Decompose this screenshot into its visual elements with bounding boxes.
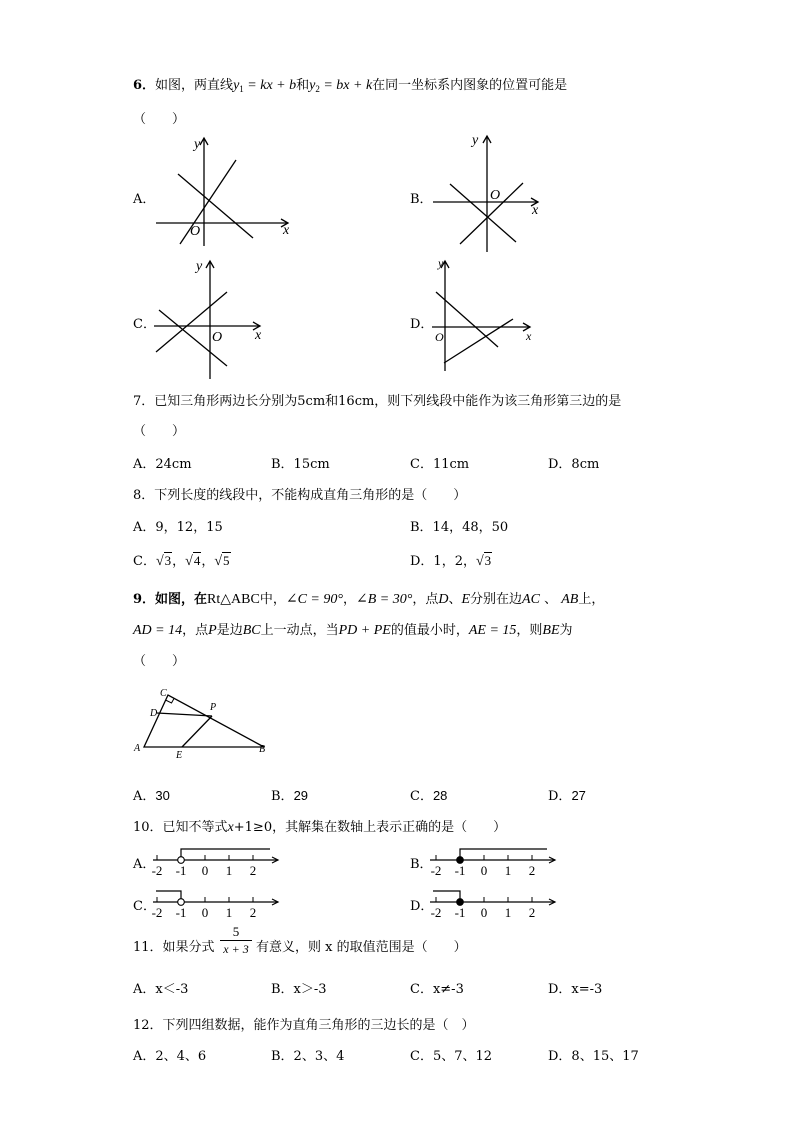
q11-option-a[interactable]: A．x＜-3	[133, 982, 189, 997]
solution-ray	[181, 849, 270, 860]
q11-stem-a: 11．如果分式	[133, 940, 215, 955]
q7-paren: （ ）	[133, 424, 186, 439]
number-line-tick-label: 0	[480, 863, 488, 877]
hollow-point	[178, 857, 185, 864]
q9-point-d: D	[150, 708, 158, 719]
sqrt-sign: √	[185, 554, 193, 569]
q11-option-b[interactable]: B．x＞-3	[271, 982, 327, 997]
q7-option-d[interactable]: D．8cm	[548, 457, 600, 472]
q10-option-b-label[interactable]: B．	[410, 857, 433, 872]
fraction-bar	[220, 940, 252, 941]
sqrt-sign: √	[475, 554, 484, 569]
number-line-tick-label: 0	[201, 863, 209, 877]
number-line-tick-label: -1	[175, 863, 187, 877]
q9-triangle-figure	[130, 684, 280, 764]
q7-option-a[interactable]: A．24cm	[133, 457, 192, 472]
q6-graph-a[interactable]	[150, 130, 300, 250]
q9-stem-line2: AD = 14，点P是边BC上一动点，当PD + PE的值最小时，AE = 15，则BE为	[133, 623, 573, 638]
q9-point-e: E	[176, 750, 183, 761]
q9-paren: （ ）	[133, 654, 186, 669]
q12-option-a[interactable]: A．2、4、6	[133, 1049, 207, 1064]
q8-stem: 8．下列长度的线段中，不能构成直角三角形的是（ ）	[133, 488, 467, 503]
number-line-tick-label: 2	[528, 863, 536, 877]
number-line-tick-label: -1	[454, 905, 466, 919]
q6c-x-label: x	[255, 328, 262, 343]
q6-graph-d[interactable]	[430, 255, 540, 375]
q9-option-d[interactable]: D．27	[548, 788, 586, 804]
solid-point	[457, 899, 464, 906]
number-line-tick-label: 1	[504, 905, 512, 919]
number-line-tick-label: -2	[430, 863, 442, 877]
q9-option-a[interactable]: A．30	[133, 788, 170, 804]
q8-option-d[interactable]: D．1，2，√3	[410, 553, 492, 569]
q8-option-c[interactable]: C．√3，√4，√5	[133, 553, 230, 569]
q11-fraction: 5 x + 3	[220, 924, 252, 956]
number-line-tick-label: 2	[249, 863, 257, 877]
q6-graph-b[interactable]	[430, 128, 560, 258]
q6-option-d-label[interactable]: D．	[410, 317, 434, 332]
number-line-tick-label: 0	[480, 905, 488, 919]
q10-numberline-c[interactable]	[152, 885, 282, 919]
q6a-origin: O	[190, 224, 201, 239]
number-line-tick-label: -1	[454, 863, 466, 877]
q9-point-b: B	[259, 744, 266, 755]
number-line-tick-label: 1	[225, 905, 233, 919]
number-line-tick-label: -2	[430, 905, 442, 919]
q12-option-b[interactable]: B．2、3、4	[271, 1049, 345, 1064]
q6b-x-label: x	[532, 203, 539, 218]
solution-ray	[433, 891, 460, 902]
q10-numberline-b[interactable]	[429, 843, 559, 877]
q6-paren: （ ）	[133, 112, 186, 127]
q6-option-a-label[interactable]: A．	[133, 192, 156, 207]
q6c-y-label: y	[196, 259, 203, 274]
number-line-tick-label: 1	[504, 863, 512, 877]
q6-option-c-label[interactable]: C．	[133, 317, 156, 332]
q9-point-p: P	[210, 702, 217, 713]
q6c-origin: O	[212, 330, 223, 345]
q10-option-c-label[interactable]: C．	[133, 899, 156, 914]
q6b-y-label: y	[472, 133, 479, 148]
solution-ray	[156, 891, 181, 902]
q11-option-c[interactable]: C．x≠-3	[410, 982, 464, 997]
q6-option-b-label[interactable]: B．	[410, 192, 433, 207]
q6d-origin: O	[435, 330, 444, 344]
q9-point-a: A	[134, 743, 141, 754]
q9-option-c[interactable]: C．28	[410, 788, 448, 804]
q10-numberline-a[interactable]	[152, 843, 282, 877]
number-line-tick-label: -2	[152, 905, 163, 919]
sqrt-sign: √	[155, 554, 164, 569]
number-line-tick-label: -2	[152, 863, 163, 877]
q6-stem: 6．如图，两直线$y_1$ = kx + b和$y_2$ = bx + k在同一坐标系内图象的位置可能是	[133, 78, 568, 94]
q6a-y-label: y	[194, 137, 201, 152]
q10-option-a-label[interactable]: A．	[133, 857, 156, 872]
sqrt-sign: √	[214, 554, 223, 569]
q9-stem-line1: 9．如图，在Rt△ABC中，∠C = 90°，∠B = 30°，点D、E分别在边AC 、 AB上，	[133, 592, 605, 607]
solid-point	[457, 857, 464, 864]
q6b-origin: O	[490, 188, 501, 203]
number-line-tick-label: -1	[175, 905, 187, 919]
q7-stem: 7．已知三角形两边长分别为5cm和16cm，则下列线段中能作为该三角形第三边的是	[133, 394, 622, 409]
q6d-x-label: x	[526, 329, 532, 343]
q11-option-d[interactable]: D．x=-3	[548, 982, 603, 997]
number-line-tick-label: 1	[225, 863, 233, 877]
q10-numberline-d[interactable]	[429, 885, 559, 919]
q12-option-c[interactable]: C．5、7、12	[410, 1049, 493, 1064]
number-line-tick-label: 2	[528, 905, 536, 919]
q8-option-a[interactable]: A．9，12，15	[133, 520, 223, 535]
q6d-y-label: y	[438, 256, 444, 270]
q12-option-d[interactable]: D．8、15、17	[548, 1049, 639, 1064]
solution-ray	[460, 849, 547, 860]
q10-stem: 10．已知不等式x+1≥0，其解集在数轴上表示正确的是（ ）	[133, 820, 507, 835]
q10-option-d-label[interactable]: D．	[410, 899, 434, 914]
q7-option-c[interactable]: C．11cm	[410, 457, 470, 472]
hollow-point	[178, 899, 185, 906]
q9-point-c: C	[160, 688, 167, 699]
q11-stem-b: 有意义，则 x 的取值范围是（ ）	[256, 940, 467, 955]
q6-graph-c[interactable]	[150, 255, 270, 385]
q7-option-b[interactable]: B．15cm	[271, 457, 330, 472]
q9-option-b[interactable]: B．29	[271, 788, 309, 804]
number-line-tick-label: 2	[249, 905, 257, 919]
number-line-tick-label: 0	[201, 905, 209, 919]
q12-stem: 12．下列四组数据，能作为直角三角形的三边长的是（ ）	[133, 1018, 475, 1033]
q6a-x-label: x	[283, 223, 290, 238]
q8-option-b[interactable]: B．14，48，50	[410, 520, 509, 535]
